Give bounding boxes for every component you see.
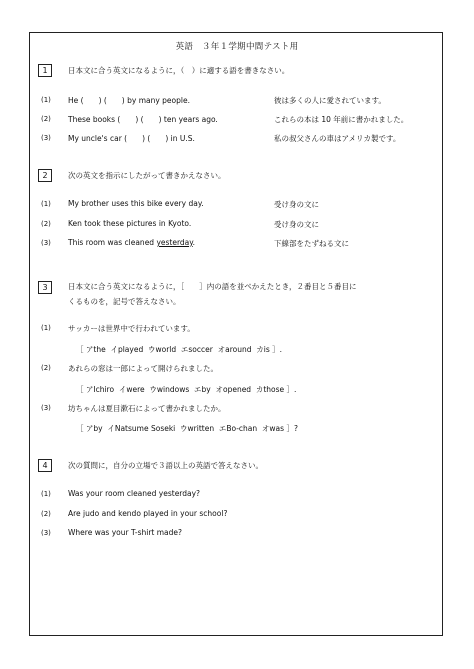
s1-q3-number: (3) — [41, 134, 51, 142]
s3-q3-options: ［ アby イNatsume Soseki ウwritten エBo-chan オwas ］? — [76, 424, 298, 433]
s3-q1-options: ［ アthe イplayed ウworld エsoccer オaround カis ］. — [76, 345, 283, 354]
s4-q2-text: Are judo and kendo played in your school? — [68, 509, 228, 518]
s3-q2-text: あれらの窓は一郎によって開けられました。 — [68, 364, 218, 373]
s1-q3-text: My uncle's car ( ) ( ) in U.S. — [68, 134, 195, 143]
s3-q3-text: 坊ちゃんは夏目漱石によって書かれましたか。 — [68, 404, 226, 413]
s2-q1-text: My brother uses this bike every day. — [68, 199, 204, 208]
s2-q3-underlined-word: yesterday — [156, 238, 193, 247]
section-3-instruction-line2: くるものを，記号で答えなさい。 — [68, 297, 181, 306]
s1-q2-hint: これらの本は 10 年前に書かれました。 — [274, 115, 409, 124]
section-3-number: 3 — [38, 281, 52, 294]
s4-q3-number: (3) — [41, 529, 51, 537]
s1-q2-text: These books ( ) ( ) ten years ago. — [68, 115, 218, 124]
s2-q3-text — [68, 238, 195, 247]
s4-q1-number: (1) — [41, 490, 51, 498]
s1-q1-number: (1) — [41, 96, 51, 104]
s2-q2-number: (2) — [41, 220, 51, 228]
s3-q1-text: サッカーは世界中で行われています。 — [68, 324, 195, 333]
s2-q1-hint: 受け身の文に — [274, 200, 319, 209]
s2-q3-hint: 下線部をたずねる文に — [274, 239, 349, 248]
s2-q2-text: Ken took these pictures in Kyoto. — [68, 219, 192, 228]
page-title: 英語 ３年１学期中間テスト用 — [175, 42, 299, 52]
s1-q2-number: (2) — [41, 115, 51, 123]
s1-q3-hint: 私の叔父さんの車はアメリカ製です。 — [274, 134, 401, 143]
s2-q1-number: (1) — [41, 200, 51, 208]
s3-q3-number: (3) — [41, 404, 51, 412]
s3-q2-options: ［ アIchiro イwere ウwindows エby オopened カthose ］. — [76, 385, 297, 394]
section-1-number: 1 — [38, 64, 52, 77]
s3-q2-number: (2) — [41, 364, 51, 372]
section-1-instruction: 日本文に合う英文になるように，（ ）に適する語を書きなさい。 — [68, 66, 290, 75]
s2-q2-hint: 受け身の文に — [274, 220, 319, 229]
s1-q1-text: He ( ) ( ) by many people. — [68, 96, 190, 105]
s4-q2-number: (2) — [41, 510, 51, 518]
s2-q3-text-after: . — [192, 238, 196, 247]
section-2-instruction: 次の英文を指示にしたがって書きかえなさい。 — [68, 171, 226, 180]
s3-q1-number: (1) — [41, 324, 51, 332]
s1-q1-hint: 彼は多くの人に愛されています。 — [274, 96, 386, 105]
s4-q1-text: Was your room cleaned yesterday? — [68, 489, 201, 498]
s4-q3-text: Where was your T-shirt made? — [68, 528, 182, 537]
section-2-number: 2 — [38, 169, 52, 182]
section-4-instruction: 次の質問に，自分の立場で３語以上の英語で答えなさい。 — [68, 461, 263, 470]
s2-q3-text-before: This room was cleaned — [68, 238, 157, 247]
s2-q3-number: (3) — [41, 239, 51, 247]
section-4-number: 4 — [38, 459, 52, 472]
section-3-instruction-line1: 日本文に合う英文になるように，［ ］内の語を並べかえたとき，２番目と５番目に — [68, 282, 357, 291]
